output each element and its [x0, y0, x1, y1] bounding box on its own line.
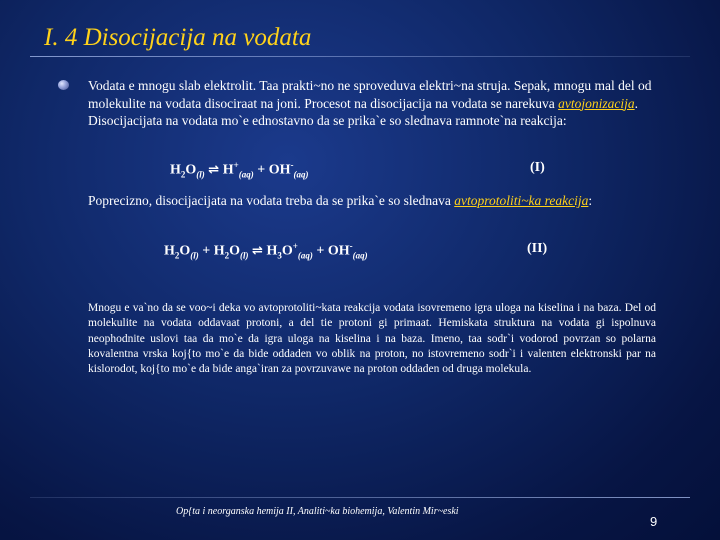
paragraph-intro	[88, 77, 662, 130]
equilibrium-arrows-icon: ⇌	[208, 162, 220, 178]
equilibrium-arrows-icon: ⇌	[252, 243, 263, 259]
paragraph-autoprotolysis-tail: :	[588, 193, 593, 208]
slide-title: I. 4 Disocijacija na vodata	[44, 24, 312, 51]
title-divider	[30, 56, 690, 57]
footer-divider	[30, 497, 690, 498]
page-number: 9	[650, 514, 658, 529]
bullet-icon	[58, 80, 69, 90]
footer-text: Op{ta i neorganska hemija II, Analiti~ka biohemija, Valentin Mir~eski	[176, 506, 459, 517]
term-avtojonizacija: avtojonizacija	[558, 95, 635, 111]
equation-label-1: (I)	[530, 160, 545, 175]
equation-autoionization: $H_2O_{(l)}$ ⇌ $H^+_{(aq)} + OH^-_{(aq)}$	[170, 160, 309, 180]
paragraph-explanation: Mnogu e va`no da se voo~i deka vo avtoprotoliti~kata reakcija vodata isovremeno igra uloga na kiselina i na baza. Del od molekulite na vodata oddavaat protoni, a del tie protoni gi primaat. Hemiskata struktura na vodata gi ispolnuva neophodnite uslovi taa da mo`e da igra uloga na kiselina i na baza. Imeno, taa sodr`i vodorod povrzan so polarna kovalentna vrska koj{to mo`e da bide oddaden vo oblik na proton, no istovremeno sodr`i i valenten elektronski par na kislorodot, koj{to mo`e da bide anga`iran za povrzuvawe na proton oddaden od druga molekula.	[88, 302, 656, 376]
paragraph-autoprotolysis-text: Poprecizno, disocijacijata na vodata treba da se prika`e so slednava	[88, 193, 455, 208]
paragraph-intro-tail: . Disocijacijata na vodata mo`e ednostavno da se prika`e so slednava ramnote`na reakcija:	[88, 95, 638, 128]
equation-label-2: (II)	[527, 241, 548, 256]
paragraph-intro-text: Vodata e mnogu slab elektrolit. Taa prakti~no ne sproveduva elektri~na struja. Sepak, mnogu mal del od molekulite na vodata disociraat na joni. Procesot na disocijacija na vodata se narekuva	[88, 78, 652, 111]
equation-autoprotolysis: $H_2O_{(l)} + H_2O_{(l)}$ ⇌ $H_3O^+_{(aq)} + OH^-_{(aq)}$	[164, 241, 368, 261]
term-avtoprotoliticka: avtoprotoliti~ka reakcija	[454, 193, 589, 208]
paragraph-autoprotolysis	[88, 192, 662, 210]
